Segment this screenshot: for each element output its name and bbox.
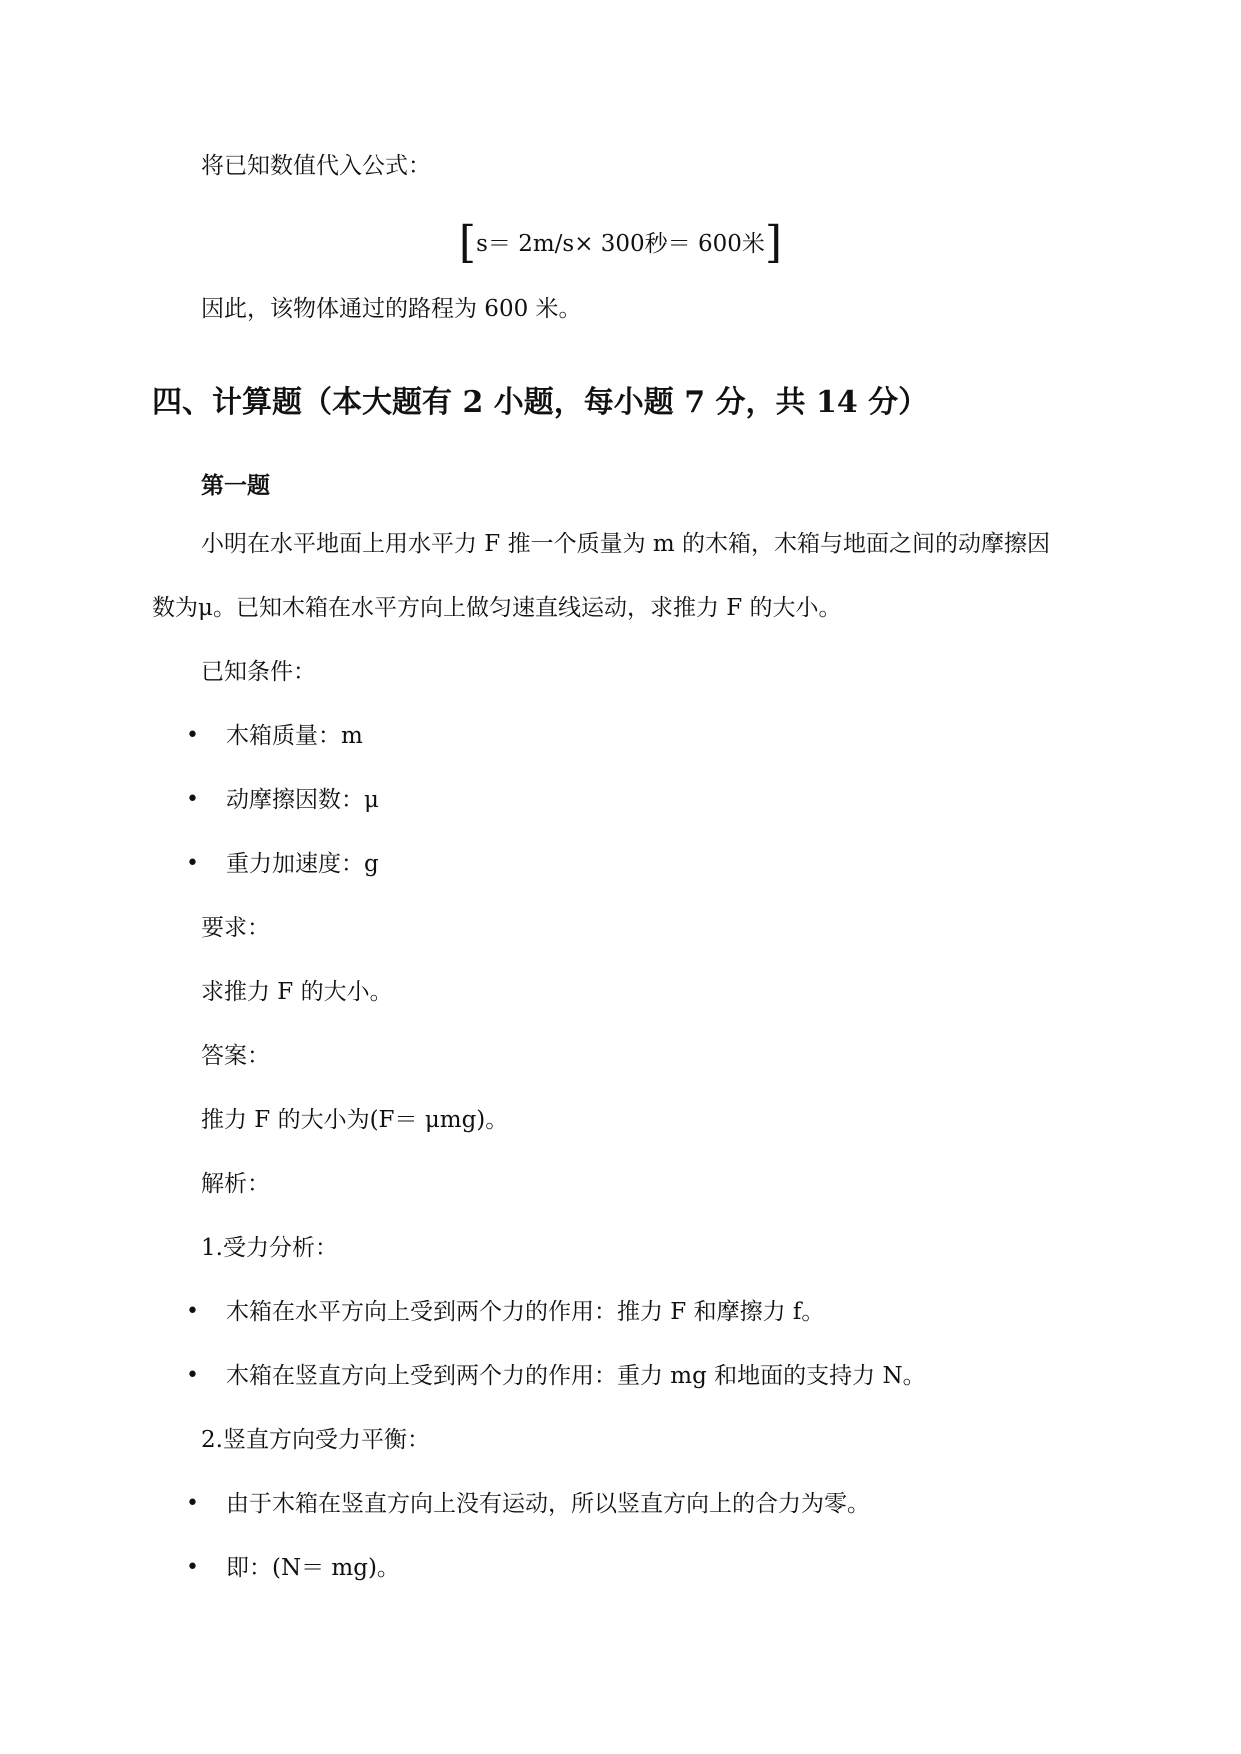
intro-line: 将已知数值代入公式： xyxy=(201,153,431,179)
known-item-mass: 木箱质量：m xyxy=(226,723,363,749)
bullet-icon: • xyxy=(186,1299,199,1324)
answer-text: 推力 F 的大小为(F＝ μmg)。 xyxy=(201,1107,509,1133)
section-heading: 四、计算题（本大题有 2 小题，每小题 7 分，共 14 分） xyxy=(152,385,929,420)
step1-label: 1.受力分析： xyxy=(201,1235,338,1261)
step1-item-vertical: 木箱在竖直方向上受到两个力的作用：重力 mg 和地面的支持力 N。 xyxy=(226,1363,926,1389)
problem-text-line1: 小明在水平地面上用水平力 F 推一个质量为 m 的木箱，木箱与地面之间的动摩擦因 xyxy=(201,531,1051,557)
requirement-label: 要求： xyxy=(201,915,270,941)
known-item-friction: 动摩擦因数：μ xyxy=(226,787,379,813)
requirement-text: 求推力 F 的大小。 xyxy=(201,979,393,1005)
step1-item-horizontal: 木箱在水平方向上受到两个力的作用：推力 F 和摩擦力 f。 xyxy=(226,1299,825,1325)
known-label: 已知条件： xyxy=(201,659,316,685)
step2-label: 2.竖直方向受力平衡： xyxy=(201,1427,430,1453)
bullet-icon: • xyxy=(186,1555,199,1580)
bullet-icon: • xyxy=(186,723,199,748)
formula-text: s＝ 2m/s× 300秒＝ 600米 xyxy=(476,231,765,257)
problem-title: 第一题 xyxy=(201,472,270,499)
known-item-gravity: 重力加速度：g xyxy=(226,851,379,877)
step2-item-balance: 由于木箱在竖直方向上没有运动，所以竖直方向上的合力为零。 xyxy=(226,1491,870,1517)
bullet-icon: • xyxy=(186,787,199,812)
bullet-icon: • xyxy=(186,1363,199,1388)
problem-text-line2: 数为μ。已知木箱在水平方向上做匀速直线运动，求推力 F 的大小。 xyxy=(152,595,842,621)
formula-bracket-close: ] xyxy=(764,217,783,268)
formula-bracket-open: [ xyxy=(458,217,477,268)
bullet-icon: • xyxy=(186,1491,199,1516)
bullet-icon: • xyxy=(186,851,199,876)
answer-label: 答案： xyxy=(201,1043,270,1069)
step2-item-equation: 即：(N＝ mg)。 xyxy=(226,1555,400,1581)
analysis-label: 解析： xyxy=(201,1171,270,1197)
conclusion-line: 因此，该物体通过的路程为 600 米。 xyxy=(201,296,582,322)
formula-block xyxy=(0,219,1241,268)
